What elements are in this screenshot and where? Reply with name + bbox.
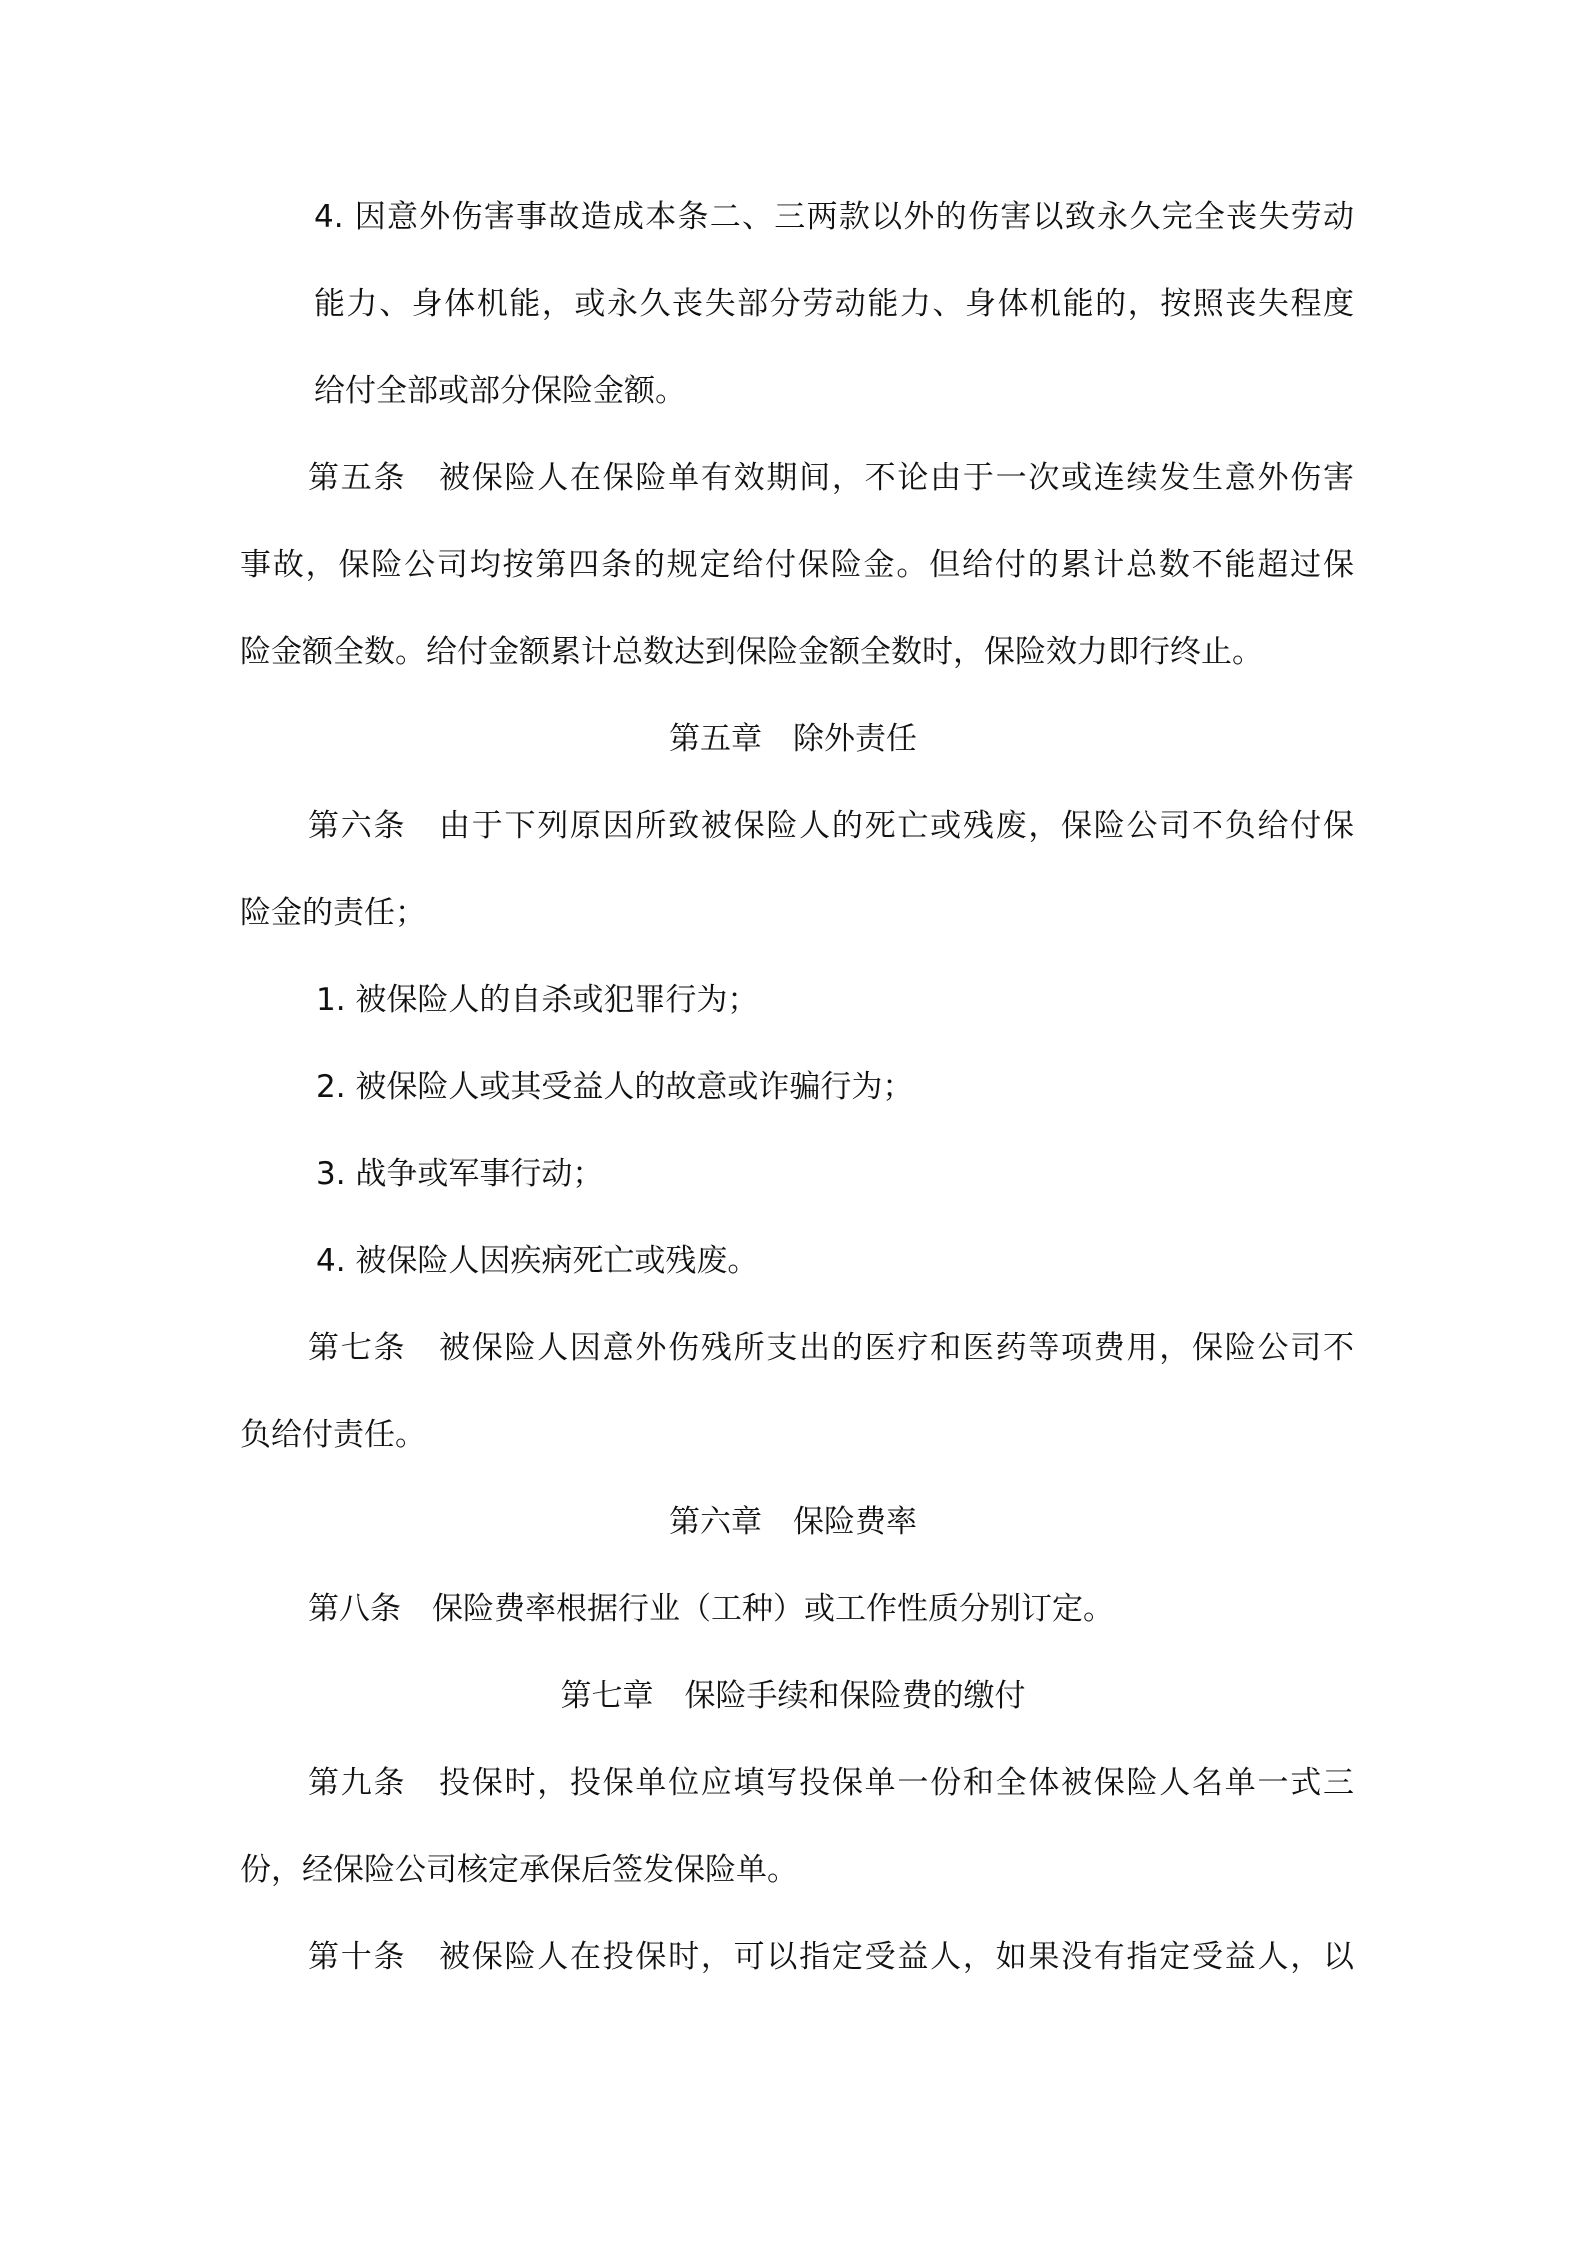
article-6-line-1: 第六条 由于下列原因所致被保险人的死亡或残废，保险公司不负给付保: [308, 808, 1354, 844]
list-item-4-line-3: 给付全部或部分保险金额。: [314, 373, 686, 409]
article-5-line-2: 事故，保险公司均按第四条的规定给付保险金。但给付的累计总数不能超过保: [240, 547, 1354, 583]
article-7-line-1: 第七条 被保险人因意外伤残所支出的医疗和医药等项费用，保险公司不: [308, 1330, 1354, 1366]
article-5-line-3: 险金额全数。给付金额累计总数达到保险金额全数时，保险效力即行终止。: [240, 634, 1263, 670]
chapter-6-heading: 第六章 保险费率: [669, 1504, 917, 1540]
list-item-4-line-1: 4. 因意外伤害事故造成本条二、三两款以外的伤害以致永久完全丧失劳动: [314, 199, 1354, 235]
chapter-7-heading: 第七章 保险手续和保险费的缴付: [560, 1678, 1026, 1714]
article-8: 第八条 保险费率根据行业（工种）或工作性质分别订定。: [308, 1591, 1114, 1627]
exclusion-item-4: 4. 被保险人因疾病死亡或残废。: [316, 1243, 759, 1279]
article-6-line-2: 险金的责任；: [240, 895, 426, 931]
article-5-line-1: 第五条 被保险人在保险单有效期间，不论由于一次或连续发生意外伤害: [308, 460, 1354, 496]
article-9-line-1: 第九条 投保时，投保单位应填写投保单一份和全体被保险人名单一式三: [308, 1765, 1354, 1801]
article-7-line-2: 负给付责任。: [240, 1417, 426, 1453]
article-10-line-1: 第十条 被保险人在投保时，可以指定受益人，如果没有指定受益人，以: [308, 1939, 1354, 1975]
article-9-line-2: 份，经保险公司核定承保后签发保险单。: [240, 1852, 798, 1888]
chapter-5-heading: 第五章 除外责任: [669, 721, 917, 757]
list-item-4-line-2: 能力、身体机能，或永久丧失部分劳动能力、身体机能的，按照丧失程度: [314, 286, 1354, 322]
exclusion-item-3: 3. 战争或军事行动；: [316, 1156, 604, 1192]
exclusion-item-1: 1. 被保险人的自杀或犯罪行为；: [316, 982, 759, 1018]
exclusion-item-2: 2. 被保险人或其受益人的故意或诈骗行为；: [316, 1069, 914, 1105]
